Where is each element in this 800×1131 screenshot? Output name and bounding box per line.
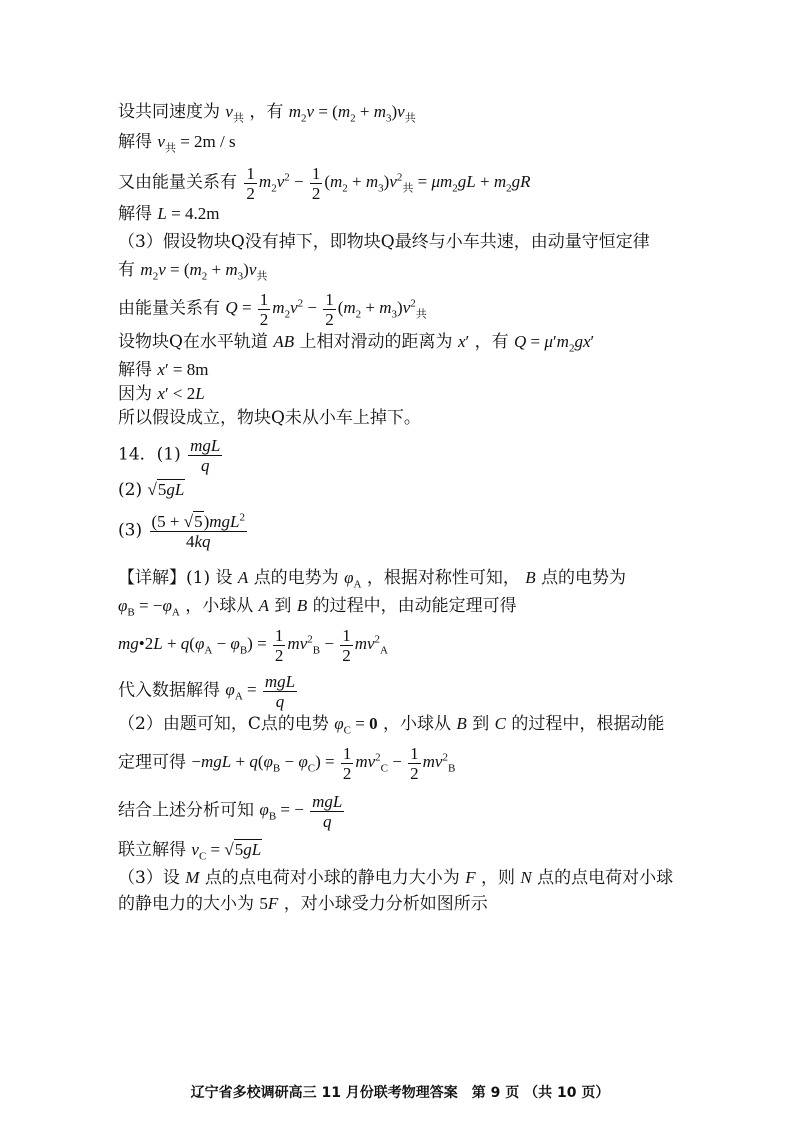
line-q14-part3: (3) $\frac{(5 + √5)mgL^2}{4kq}$: [118, 511, 245, 551]
line-solve-phiA: 代入数据解得 $\varphi_A$ = $\frac{\text{mgL}}{q}$: [118, 672, 296, 711]
line-part3-assume: （3）假设物块Q没有掉下，即物块Q最终与小车共速，由动量守恒定律: [118, 232, 650, 252]
line-part3-force: （3）设 M 点的点电荷对小球的静电力大小为 F ，则 N 点的点电荷对小球: [118, 868, 674, 888]
line-part3-force-2: 的静电力的大小为 5F ，对小球受力分析如图所示: [118, 894, 488, 914]
line-work-energy-AB: mg•2L + $q(\varphi_A - \varphi_B)$ = $\frac{1}{2}$ $mv^2_B$ − $\frac{1}{2}$ $mv^2_A$: [118, 626, 388, 665]
line-part2-intro: （2）由题可知，C点的电势 $\varphi_C = 0$ ，小球从 B 到 C 的过程中，根据动能: [118, 714, 665, 737]
line-q14-part1: 14．(1) $\frac{\text{mgL}}{q}$: [118, 436, 221, 475]
line-solve-L: 解得 L = 4.2m: [118, 204, 220, 224]
line-detail-1: 【详解】(1) 设 A 点的电势为 $\varphi_A$ ，根据对称性可知， B 点的电势为: [118, 568, 627, 591]
line-q14-part2: (2) √5gL: [118, 480, 185, 500]
line-solve-v: 解得 $v_共 = 2m / s$: [118, 132, 236, 155]
line-solve-vC: 联立解得 $v_C = √5gL$: [118, 840, 262, 863]
line-because: 因为 x′ < 2L: [118, 384, 205, 404]
line-slide-distance: 设物块Q在水平轨道 AB 上相对滑动的距离为 x′ ，有 $Q = \mu'm_2gx'$: [118, 332, 595, 355]
page-footer: 辽宁省多校调研高三 11 月份联考物理答案 第 9 页 （共 10 页）: [190, 1085, 610, 1101]
line-phiB: 结合上述分析可知 $\varphi_B$ = − $\frac{\text{mgL}}{q}$: [118, 792, 343, 831]
line-momentum: 有 $m_2v = (m_2 + m_3)v_共$: [118, 260, 268, 283]
line-solve-x: 解得 x′ = 8m: [118, 360, 209, 380]
line-common-velocity: 设共同速度为 $v_共$ ，有 $m_2v = (m_2 + m_3)v_共$: [118, 102, 416, 125]
line-energy-Q: 由能量关系有 Q = $\frac{1}{2}$ $m_2v^2$ − $\frac{1}{2}$ $(m_2 + m_3)v^2_共$: [118, 290, 427, 329]
line-conclusion: 所以假设成立，物块Q未从小车上掉下。: [118, 408, 421, 428]
line-energy-relation: 又由能量关系有 $\frac{1}{2}$ $m_2v^2$ − $\frac{1}{2}$ $(m_2 + m_3)v^2_共 = \mu m_2gL + m_2gR$: [118, 164, 531, 203]
line-work-energy-BC: 定理可得 $-mgL + q(\varphi_B - \varphi_C)$ = $\frac{1}{2}$ $mv^2_C$ − $\frac{1}{2}$ $mv^2_B$: [118, 744, 456, 783]
line-detail-2: $\varphi_B = -\varphi_A$ ，小球从 A 到 B 的过程中，由动能定理可得: [118, 596, 517, 619]
